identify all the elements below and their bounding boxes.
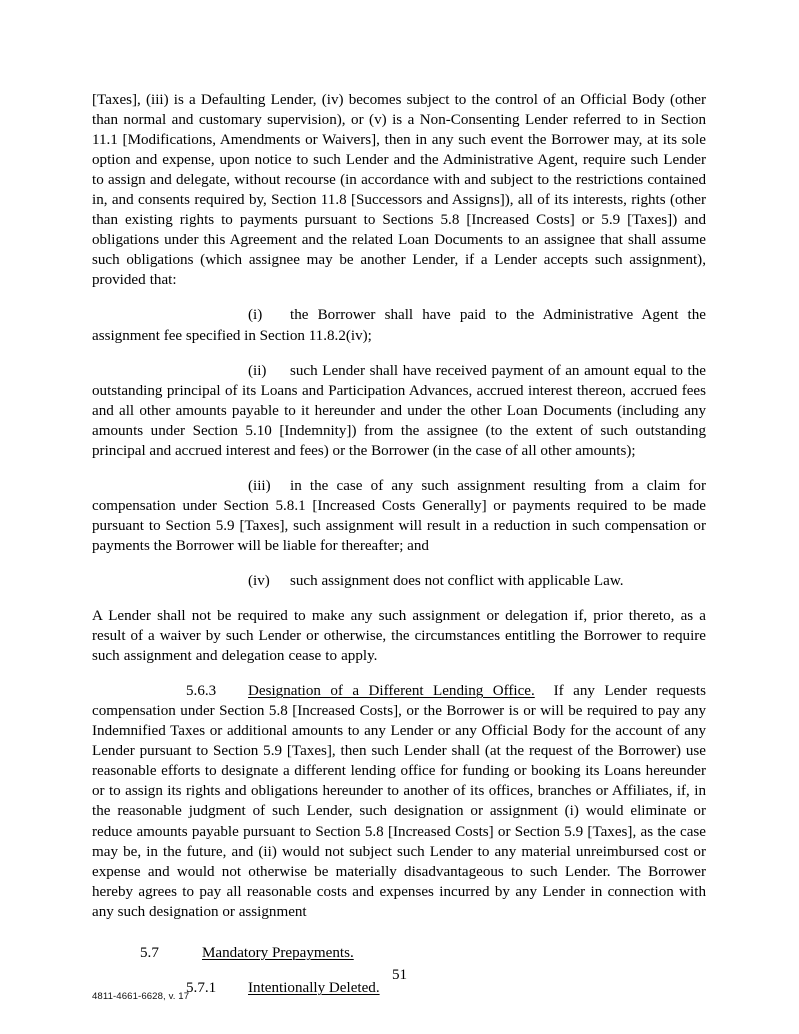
- subparagraph-iv: [92, 571, 706, 591]
- subparagraph-iii-text: in the case of any such assignment resulting from a claim for compensation under Section 5.8.1 [Increased Costs Generally] or payments required to be made pursuant to Section 5.9 [Taxes], such assignment will result in a reduction in such compensation or payments the Borrower will be liable for thereafter; and: [92, 477, 706, 554]
- section-5-6-3-number: 5.6.3: [186, 683, 217, 700]
- subparagraph-i: [92, 305, 706, 345]
- document-reference-id: 4811-4661-6628, v. 17: [92, 991, 190, 1002]
- section-5-7: [92, 943, 706, 963]
- section-5-7-number: 5.7: [140, 944, 159, 961]
- section-5-6-3: [92, 681, 706, 922]
- subparagraph-ii: [92, 361, 706, 461]
- section-5-7-heading: Mandatory Prepayments.: [202, 944, 354, 961]
- section-5-6-3-text: If any Lender requests compensation under Section 5.8 [Increased Costs], or the Borrower is or will be required to pay any Indemnified Taxes or additional amounts to any Lender or any Official Body for the account of any Lender pursuant to Section 5.9 [Taxes], then such Lender shall (at the request of the Borrower) use reasonable efforts to designate a different lending office for funding or booking its Loans hereunder or to assign its rights and obligations hereunder to another of its offices, branches or Affiliates, if, in the reasonable judgment of such Lender, such designation or assignment (i) would eliminate or reduce amounts payable pursuant to Section 5.8 [Increased Costs] or Section 5.9 [Taxes], as the case may be, in the future, and (ii) would not subject such Lender to any material unreimbursed cost or expense and would not otherwise be materially disadvantageous to such Lender. The Borrower hereby agrees to pay all reasonable costs and expenses incurred by any Lender in connection with any such designation or assignment: [92, 683, 707, 920]
- page-number: 51: [391, 967, 408, 983]
- section-5-7-1-number: 5.7.1: [186, 979, 217, 996]
- subparagraph-iii: [92, 476, 706, 556]
- paragraph-assignment-conditions: [Taxes], (iii) is a Defaulting Lender, (iv) becomes subject to the control of an Official Body (other than normal and customary supervision), or (v) is a Non-Consenting Lender referred to in Section 11.1 [Modifications, Amendments or Waivers], then in any such event the Borrower may, at its sole option and expense, upon notice to such Lender and the Administrative Agent, require such Lender to assign and delegate, without recourse (in accordance with and subject to the restrictions contained in, and consents required by, Section 11.8 [Successors and Assigns]), all of its interests, rights (other than existing rights to payments pursuant to Sections 5.8 [Increased Costs] or 5.9 [Taxes]) and obligations under this Agreement and the related Loan Documents to an assignee that shall assume such obligations (which assignee may be another Lender, if a Lender accepts such assignment), provided that:: [92, 92, 706, 289]
- page-footer: [0, 966, 799, 1026]
- subparagraph-ii-text: such Lender shall have received payment of an amount equal to the outstanding principal of its Loans and Participation Advances, accrued interest thereon, accrued fees and all other amounts payable to it hereunder and under the other Loan Documents (including any amounts under Section 5.10 [Indemnity]) from the assignee (to the extent of such outstanding principal and accrued interest and fees) or the Borrower (in the case of all other amounts);: [92, 362, 706, 459]
- subparagraph-i-marker: (i): [248, 307, 263, 324]
- section-5-6-3-heading: Designation of a Different Lending Office.: [248, 683, 535, 700]
- subparagraph-iv-marker: (iv): [248, 572, 270, 589]
- subparagraph-i-text: the Borrower shall have paid to the Administrative Agent the assignment fee specified in Section 11.8.2(iv);: [92, 307, 706, 344]
- subparagraph-iii-marker: (iii): [248, 477, 271, 494]
- section-5-7-1-heading: Intentionally Deleted.: [248, 979, 380, 996]
- paragraph-waiver-exception: A Lender shall not be required to make any such assignment or delegation if, prior thereto, as a result of a waiver by such Lender or otherwise, the circumstances entitling the Borrower to require such assignment and delegation cease to apply.: [92, 608, 706, 665]
- subparagraph-iv-text: such assignment does not conflict with applicable Law.: [290, 572, 624, 589]
- subparagraph-ii-marker: (ii): [248, 362, 267, 379]
- page-body: [92, 90, 706, 1013]
